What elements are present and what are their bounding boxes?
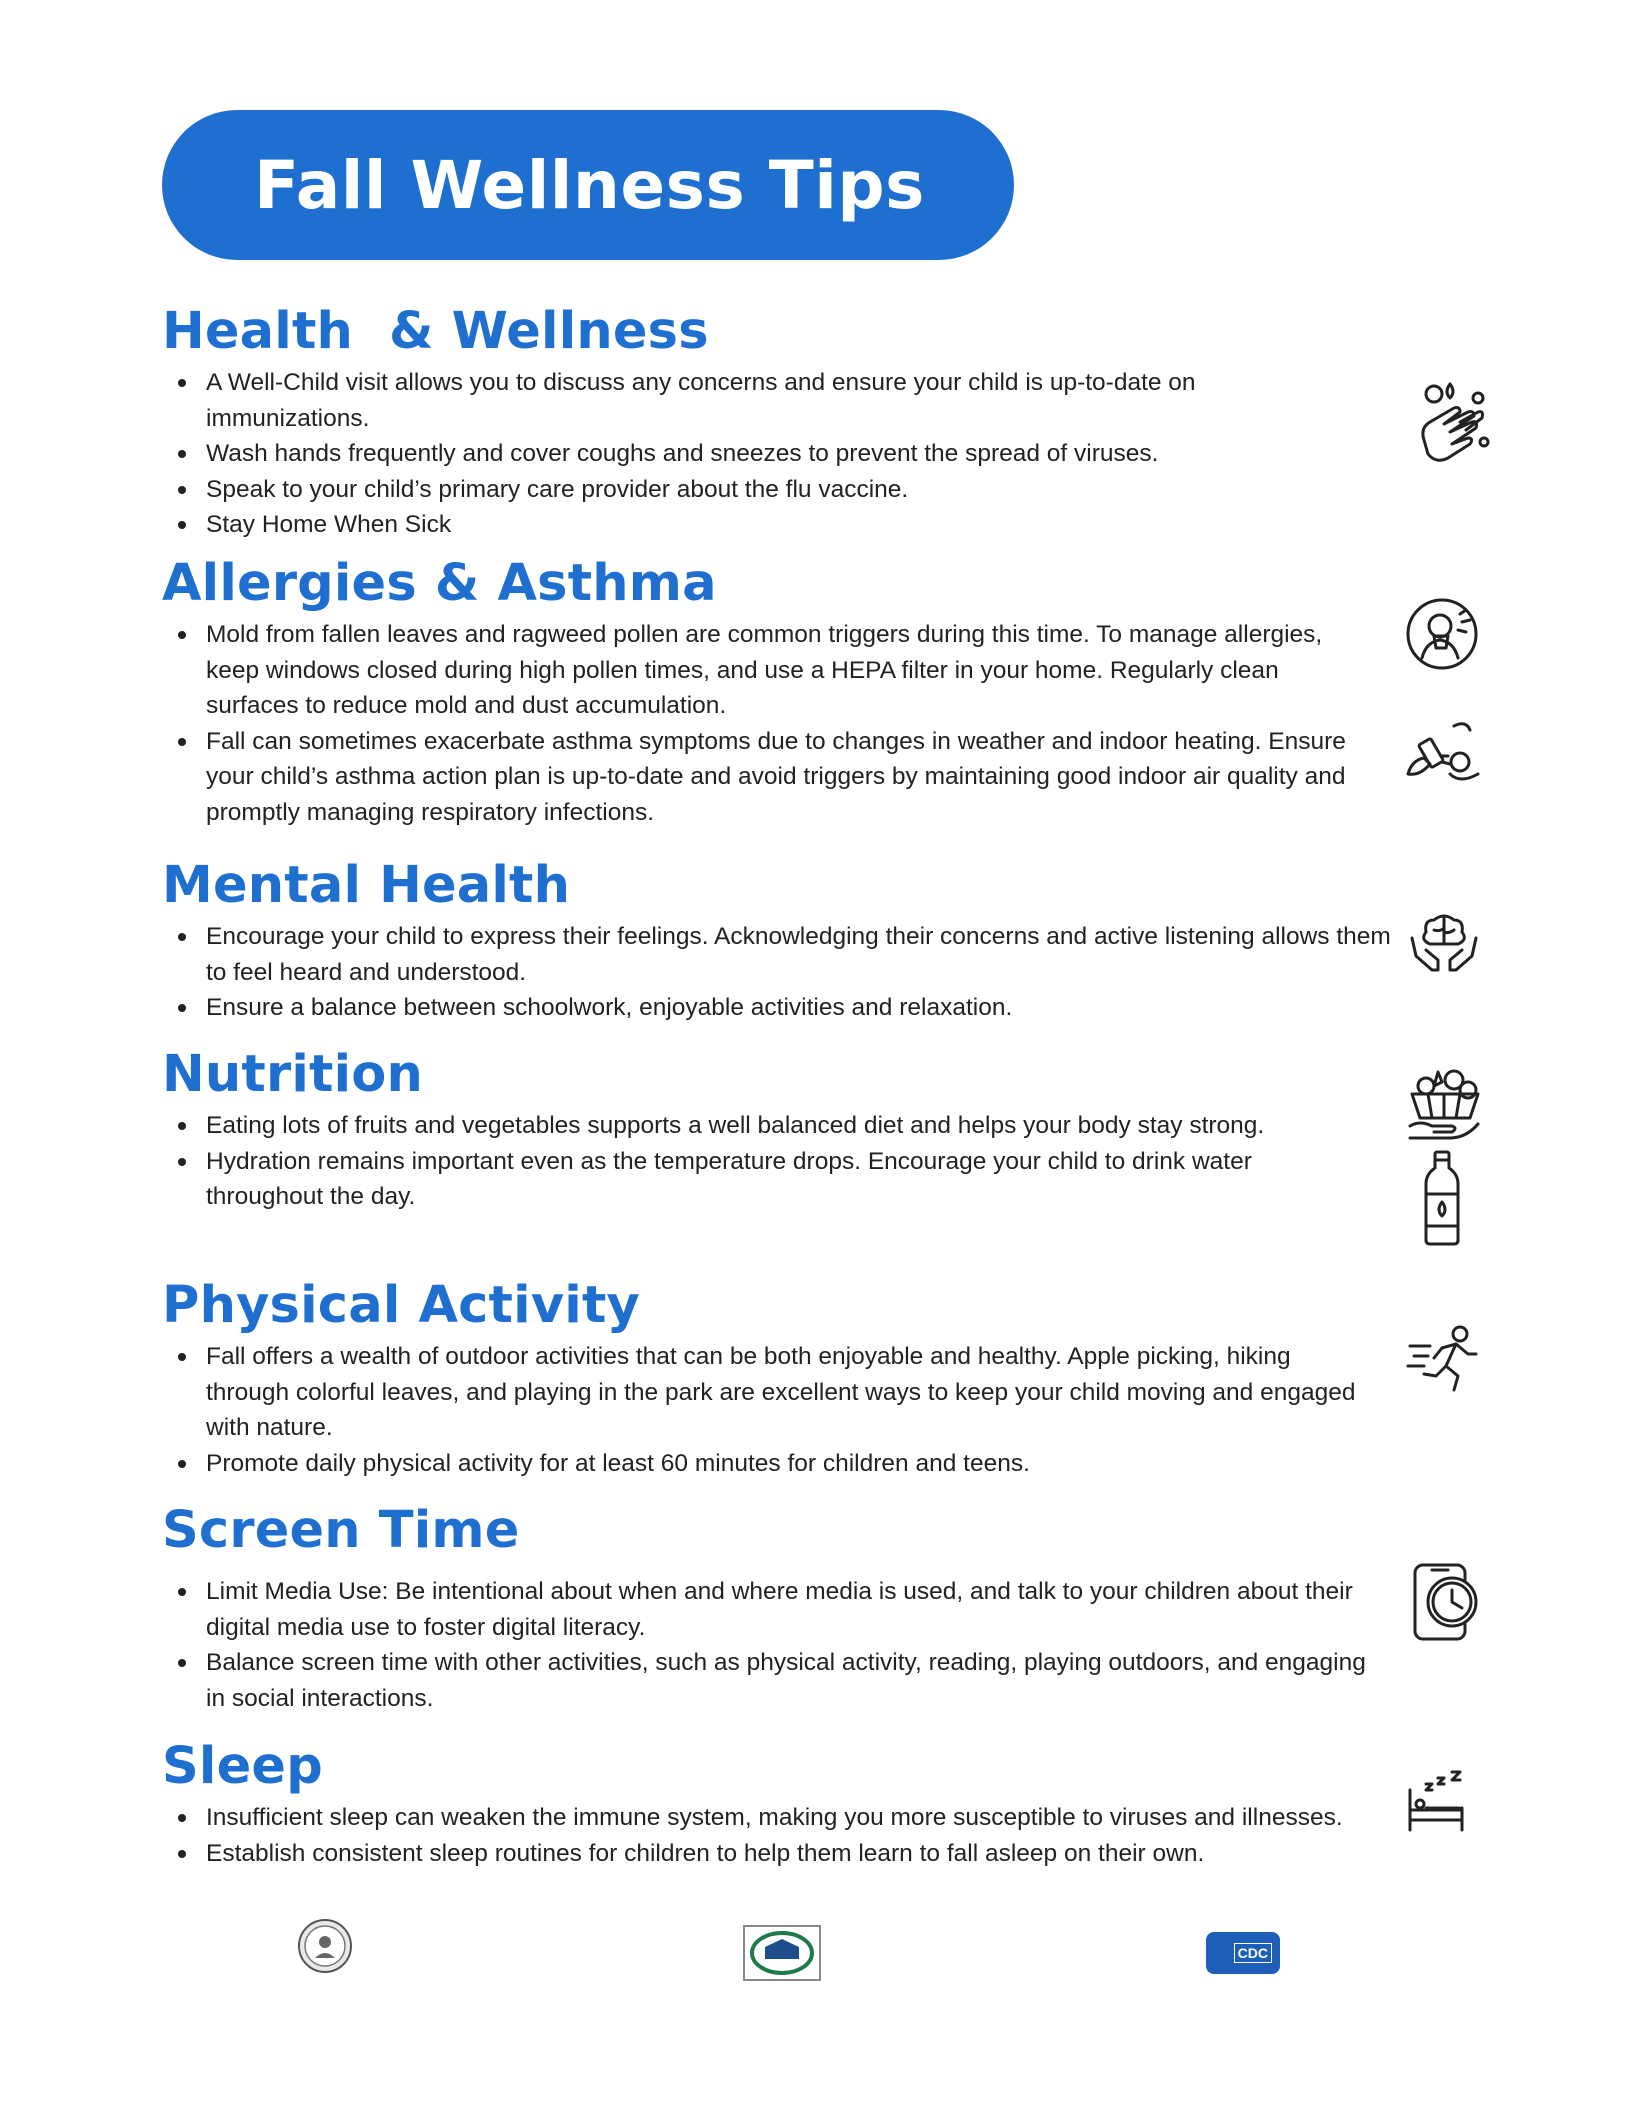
bed-sleep-icon [1406,1770,1470,1836]
cdc-logo [1206,1932,1280,1974]
section-sleep [162,1738,1402,1871]
inhaler-icon [1400,718,1484,788]
list-item: Encourage your child to express their feelings. Acknowledging their concerns and active listening allows them to feel heard and understood. [206,919,1396,990]
list-item: Ensure a balance between schoolwork, enjoyable activities and relaxation. [206,990,1402,1026]
list-item: Eating lots of fruits and vegetables supports a well balanced diet and helps your body stay strong. [206,1108,1336,1144]
bullet-list [162,617,1402,830]
seal-logo [297,1918,353,1979]
sneeze-icon [1404,596,1480,672]
section-heading: Mental Health [162,856,571,915]
list-item: Promote daily physical activity for at least 60 minutes for children and teens. [206,1446,1402,1482]
list-item: Establish consistent sleep routines for children to help them learn to fall asleep on their own. [206,1836,1406,1872]
list-item: Balance screen time with other activities, such as physical activity, reading, playing outdoors, and engaging in social interactions. [206,1645,1376,1716]
bullet-list [162,1800,1402,1871]
running-person-icon [1406,1324,1482,1392]
phone-clock-icon [1412,1562,1482,1642]
section-heading: Nutrition [162,1045,424,1104]
list-item: Insufficient sleep can weaken the immune system, making you more susceptible to viruses and illnesses. [206,1800,1346,1836]
cdc-logo-text: CDC [1234,1943,1272,1963]
brain-hands-icon [1408,912,1480,976]
list-item: Mold from fallen leaves and ragweed pollen are common triggers during this time. To manage allergies, keep windows closed during high pollen times, and use a HEPA filter in your home. Regularly clean surfaces to reduce mold and dust accumulation. [206,617,1356,724]
section-heading: Sleep [162,1737,323,1796]
section-heading: Physical Activity [162,1276,640,1335]
section-heading: Allergies & Asthma [162,554,717,613]
section-health-wellness [162,303,1402,543]
list-item: Hydration remains important even as the temperature drops. Encourage your child to drink water throughout the day. [206,1144,1336,1215]
water-bottle-icon [1422,1150,1462,1246]
section-allergies-asthma [162,555,1402,830]
list-item: Fall offers a wealth of outdoor activities that can be both enjoyable and healthy. Apple picking, hiking through colorful leaves, and playing in the park are excellent ways to keep your child moving and engaged with nature. [206,1339,1376,1446]
bullet-list [162,365,1386,543]
list-item: Limit Media Use: Be intentional about when and where media is used, and talk to your children about their digital media use to foster digital literacy. [206,1574,1376,1645]
bullet-list [162,1574,1402,1716]
section-physical-activity [162,1277,1402,1481]
section-screen-time [162,1502,1402,1716]
section-heading: Screen Time [162,1501,520,1560]
page-title: Fall Wellness Tips [254,146,925,224]
section-mental-health [162,857,1402,1026]
title-banner [162,110,1014,260]
food-basket-icon [1406,1068,1484,1142]
list-item: Wash hands frequently and cover coughs and sneezes to prevent the spread of viruses. [206,436,1386,472]
list-item: Fall can sometimes exacerbate asthma symptoms due to changes in weather and indoor heating. Ensure your child’s asthma action plan is up-to-date and avoid triggers by maintaining good indoor air quality and promptly managing respiratory infections. [206,724,1356,831]
list-item: A Well-Child visit allows you to discuss any concerns and ensure your child is up-to-date on immunizations. [206,365,1356,436]
bullet-list [162,1108,1402,1215]
bullet-list [162,919,1402,1026]
section-nutrition [162,1046,1402,1215]
handwashing-icon [1414,378,1490,464]
list-item: Speak to your child’s primary care provider about the flu vaccine. [206,472,1386,508]
list-item: Stay Home When Sick [206,507,1386,543]
center-logo [743,1925,821,1986]
bullet-list [162,1339,1402,1481]
section-heading: Health & Wellness [162,302,709,361]
